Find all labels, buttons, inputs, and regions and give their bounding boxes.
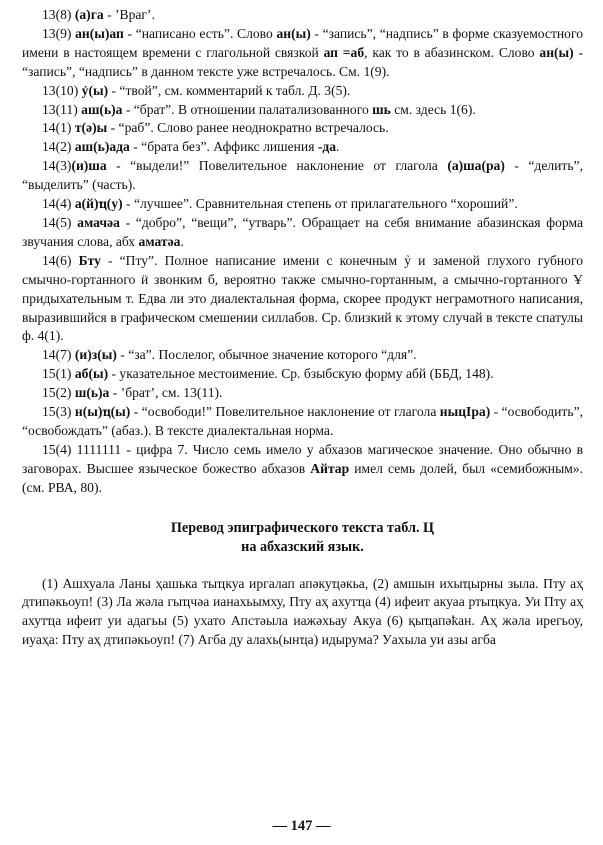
bold-term: (и)з(ы): [74, 347, 117, 363]
commentary-paragraph: [22, 82, 583, 101]
commentary-paragraph: [22, 195, 583, 214]
bold-term: ныцIра): [439, 404, 491, 420]
text-run: - “за”. Послелог, обычное значение которого “для”.: [116, 347, 417, 363]
bold-term: аш(ь)а: [81, 101, 123, 117]
section-heading-line-2: на абхазский язык.: [241, 538, 364, 555]
bold-term: аб(ы): [74, 366, 109, 382]
text-run: .: [180, 233, 184, 249]
bold-term: ан(ы)ап: [75, 25, 124, 41]
text-run: 15(3): [42, 404, 75, 420]
bold-term: ан(ы): [276, 25, 311, 41]
commentary-paragraph: [22, 6, 583, 25]
text-run: 14(3): [42, 158, 72, 174]
text-run: 15(4) 1111111: [42, 441, 122, 457]
text-run: - “делить”, “выделить” (часть).: [22, 158, 583, 193]
section-heading: [22, 519, 583, 557]
text-run: 15(2): [42, 385, 75, 401]
text-run: - ’брат’, см. 13(11).: [109, 385, 223, 401]
bold-term: (а)ша(ра): [447, 158, 505, 174]
text-run: - “лучшее”. Сравнительная степень от прилагательного “хороший”.: [122, 196, 518, 212]
text-run: - “написано есть”. Слово: [123, 25, 277, 41]
text-run: 14(7): [42, 347, 75, 363]
commentary-section: [22, 6, 583, 498]
text-run: 15(1): [42, 366, 75, 382]
text-run: - “освободи!” Повелительное наклонение от глагола: [130, 404, 440, 420]
text-run: 13(9): [42, 25, 76, 41]
text-run: 14(6): [42, 252, 79, 268]
commentary-paragraph: [22, 346, 583, 365]
text-run: 13(8): [42, 7, 75, 22]
bold-term: ỷ(ы): [81, 82, 109, 98]
bold-term: Бту: [78, 252, 101, 268]
commentary-paragraph: [22, 157, 583, 195]
commentary-paragraph: [22, 214, 583, 252]
text-run: 13(11): [42, 101, 82, 117]
text-run: , как то в абазинском. Слово: [364, 44, 540, 60]
text-run: - “брата без”. Аффикс лишения: [129, 139, 318, 155]
text-run: 14(2): [42, 139, 75, 155]
bold-term: (а)га: [74, 7, 104, 22]
text-run: - “добро”, “вещи”, “утварь”. Обращает на себя внимание абазинская форма звучания слова, абх: [22, 214, 584, 249]
text-run: - “Пту”. Полное написание имени с конечным ỷ и заменой глухого губного смычно-гортанного ӥ звонким б, вероятно также смычно-гортанным, а смычно-гортанного Ұ придыхательным т. Едва ли это диалектальная форма, скорее продукт неграмотного написания, выразившийся в графическом смешении силлабов. Ср. близкий к этому случай в тексте спатулы ф. 4(1).: [22, 252, 584, 344]
section-heading-line-1: Перевод эпиграфического текста табл. Ц: [170, 519, 435, 536]
text-run: 14(5): [42, 214, 78, 230]
text-run: 13(10): [42, 82, 82, 98]
commentary-paragraph: [22, 403, 583, 441]
page-number: — 147 —: [272, 818, 331, 834]
commentary-paragraph: [22, 119, 583, 138]
text-run: - “запись”, “надпись” в данном тексте уже встречалось. См. 1(9).: [22, 44, 583, 79]
text-run: 14(1): [42, 120, 75, 136]
bold-term: ан(ы): [539, 44, 574, 60]
commentary-paragraph: [22, 252, 583, 347]
commentary-paragraph: [22, 365, 583, 384]
text-run: 14(4): [42, 196, 75, 212]
text-run: - “выдели!” Повелительное наклонение от глагола: [106, 158, 448, 174]
commentary-paragraph: [22, 384, 583, 403]
bold-term: -да: [317, 139, 337, 155]
text-run: - цифра 7. Число семь имело у абхазов магическое значение. Оно обычно в заговорах. Высшее языческое божество абхазов: [22, 441, 583, 476]
text-run: - ’Враг’.: [103, 7, 155, 22]
commentary-paragraph: [22, 138, 583, 157]
commentary-paragraph: [22, 25, 583, 82]
text-run: - “раб”. Слово ранее неоднократно встречалось.: [107, 120, 389, 136]
text-run: - “освободить”, “освобождать” (абаз.). В тексте диалектальная норма.: [22, 404, 584, 438]
text-run: - “твой”, см. комментарий к табл. Д. 3(5).: [108, 82, 351, 98]
bold-term: (и)ша: [71, 158, 107, 174]
text-run: - “запись”, “надпись” в форме сказуемостного имени в настоящем времени с глагольной связкой: [22, 25, 584, 60]
bold-term: а(й)ҵ(у): [74, 196, 123, 212]
bold-term: аматәа: [138, 233, 181, 249]
bold-term: шь: [372, 101, 391, 117]
text-run: - указательное местоимение. Ср. бзыбскую форму абй (ББД, 148).: [108, 366, 494, 382]
text-run: - “брат”. В отношении палатализованного: [122, 101, 373, 117]
bold-term: ш(ь)а: [74, 385, 110, 401]
commentary-paragraph: [22, 101, 583, 120]
bold-term: амачәа: [77, 214, 120, 230]
bold-term: аш(ь)ада: [74, 139, 130, 155]
bold-term: ап =аб: [323, 44, 365, 60]
bold-term: Айтар: [310, 460, 350, 476]
bold-term: н(ы)ҵ(ы): [74, 404, 131, 420]
commentary-paragraph: [22, 441, 583, 498]
text-run: имел семь долей, был «семибожным». (см. РВА, 80).: [22, 460, 583, 495]
text-run: .: [336, 139, 340, 155]
bold-term: т(ә)ы: [74, 120, 108, 136]
text-run: см. здесь 1(6).: [390, 101, 476, 117]
translation-paragraph: (1) Ашхуала Ланы ҳашька тыҵкуа иргалап апәкуҵәкьа, (2) амшын ихыҵырны зыла. Пту аҳ дтипәкьоуп! (3) Ла жәла гыҵчәа ианахьымху, Пту аҳ ахутҵа (4) ифеит акуаа ртыҵкуа. Уи Пту аҳ ахутҵа ифеит уи адагьы (5) ухато Апстәыла иажәхьау Акуа (6) қыҵапәҟан. Аҳ жәла ирегьоу, иуаҳа: Пту аҳ дтипәкьоуп! (7) Агба ду алахь(ынҵа) идырума? Уахыла уи азы агба: [22, 575, 583, 648]
